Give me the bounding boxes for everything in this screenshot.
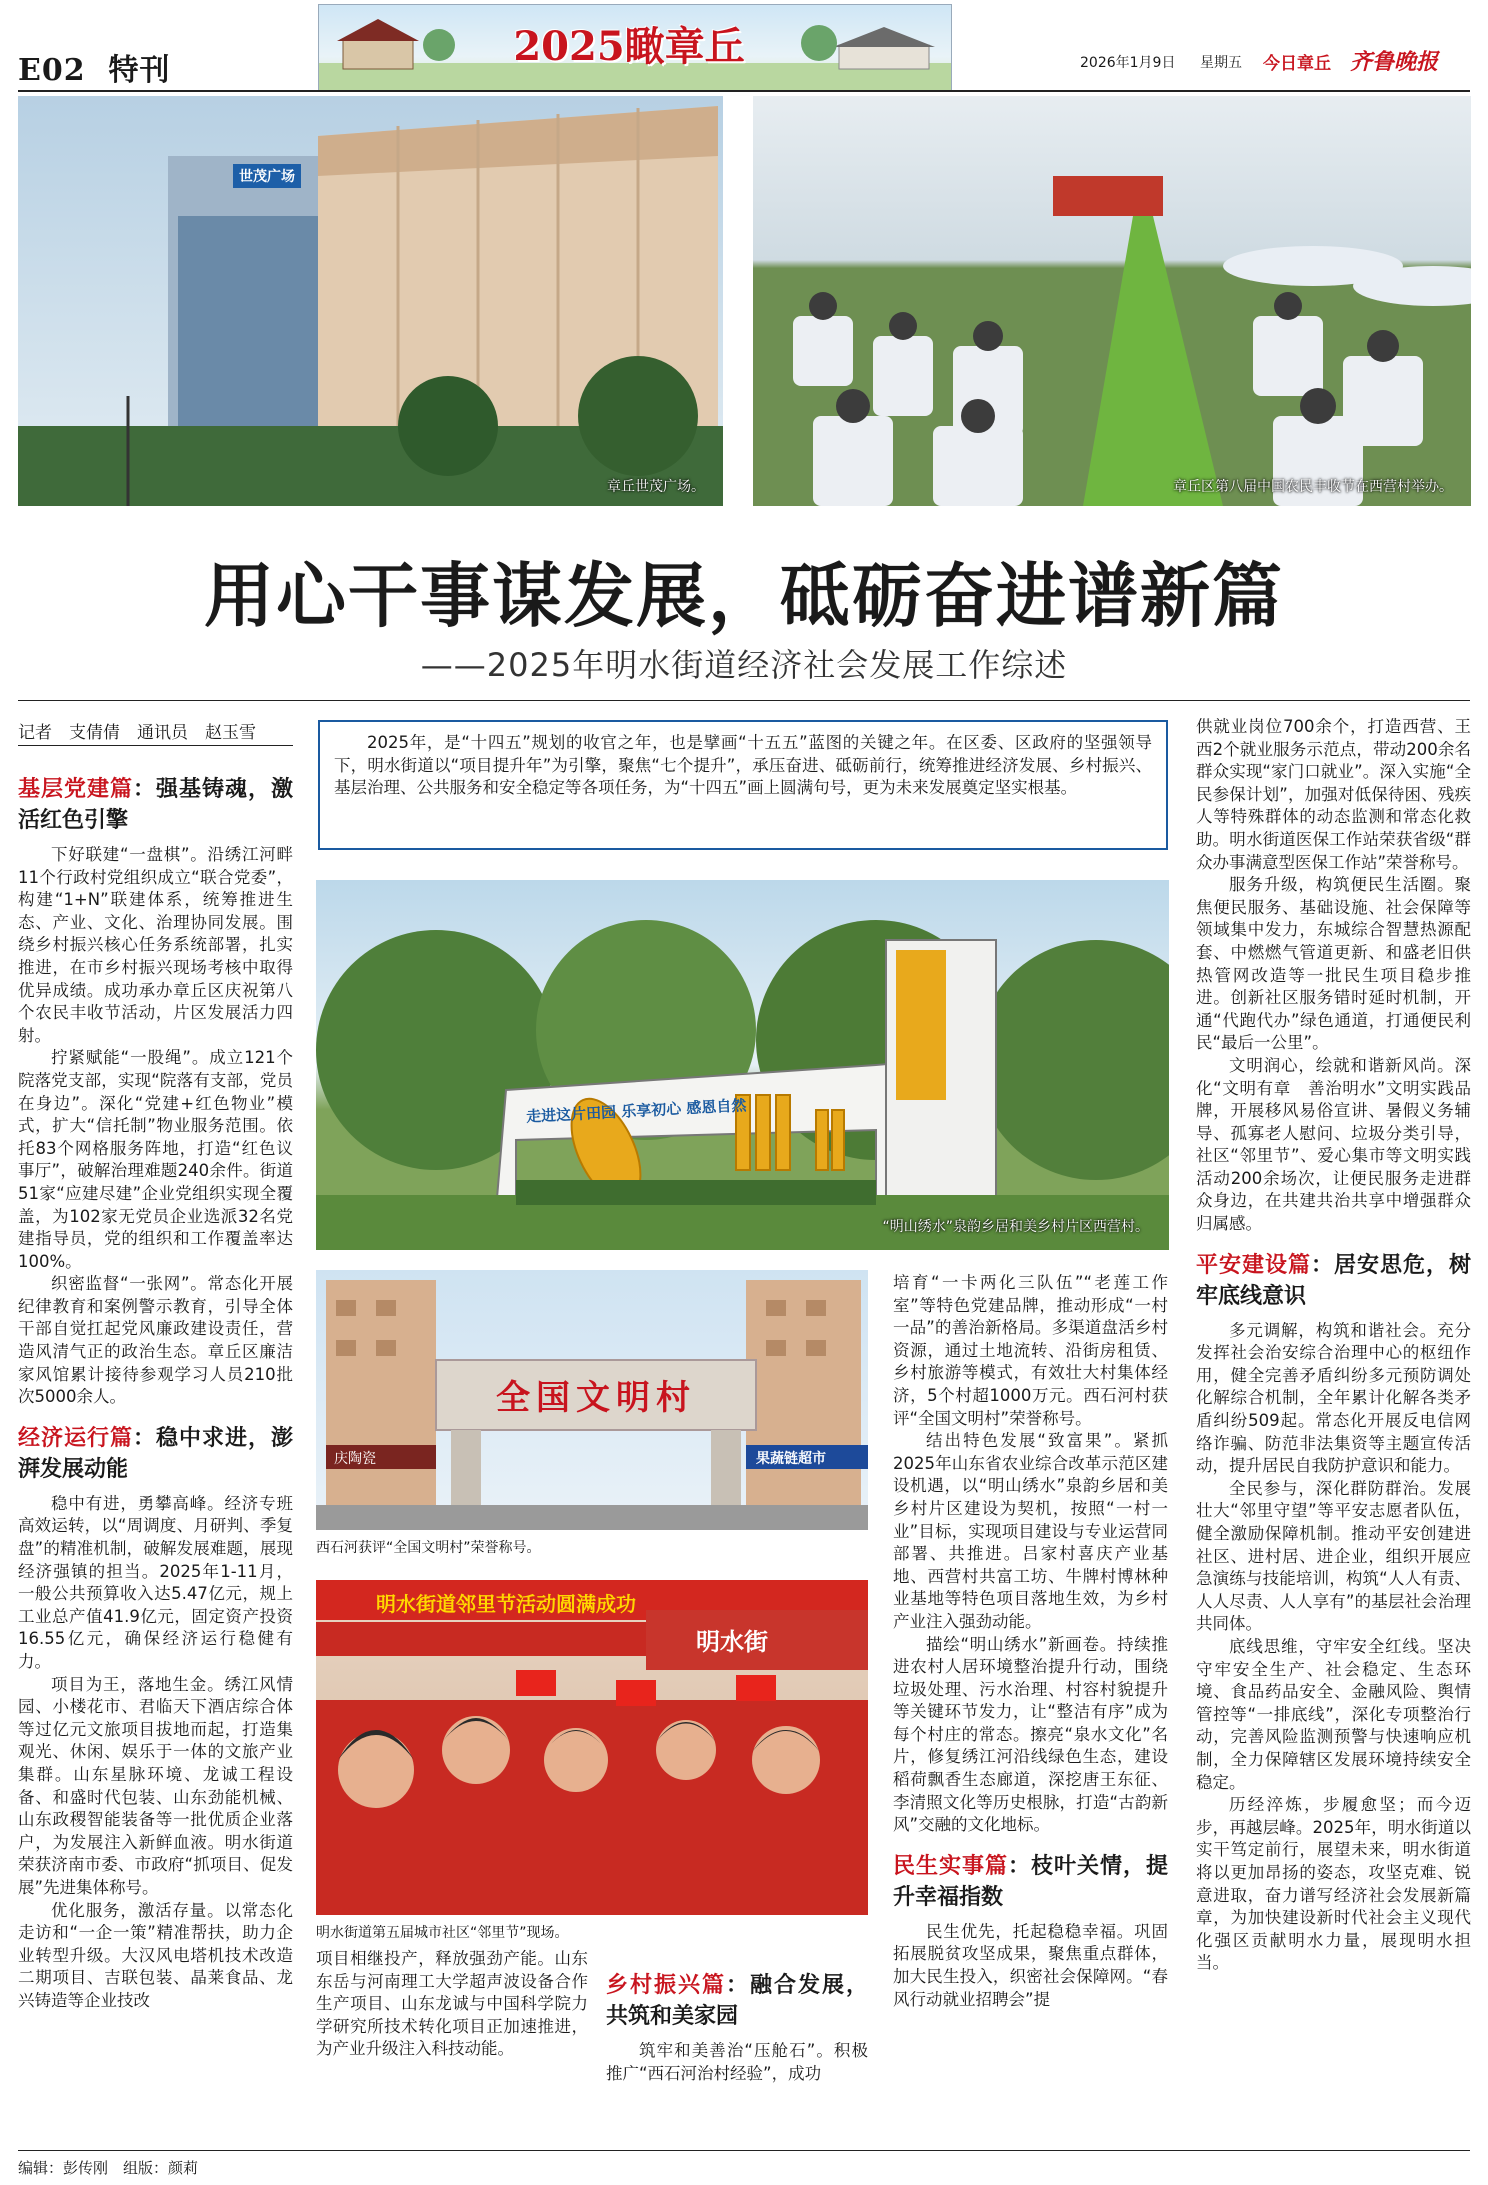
shop-sign-left: 庆陶瓷 xyxy=(334,1451,376,1467)
headline: 用心干事谋发展，砥砺奋进谱新篇 xyxy=(204,554,1284,637)
paragraph: 结出特色发展“致富果”。紧抓2025年山东省农业综合改革示范区建设机遇，以“明山绣水”泉韵乡居和美乡村片区建设为契机，按照“一村一业”目标，实现项目建设与专业运营同部署、共推进。吕家村喜庆产业基地、西营村共富工坊、牛牌村博林种业基地等特色项目落地生效，为乡村产业注入强劲动能。 xyxy=(893,1431,1168,1631)
byline-rule xyxy=(18,745,293,746)
headline-rule xyxy=(18,700,1470,701)
paragraph: 培育“一卡两化三队伍”“老莲工作室”等特色党建品牌，推动形成“一村一品”的善治新格局。多渠道盘活乡村资源，通过土地流转、沿街房租赁、乡村旅游等模式，有效壮大村集体经济，5个村超1000万元。西石河村获评“全国文明村”荣誉称号。 xyxy=(893,1273,1168,1428)
photo4-caption: 西石河获评“全国文明村”荣誉称号。 xyxy=(316,1540,541,1556)
paragraph: 文明润心，绘就和谐新风尚。深化“文明有章 善治明水”文明实践品牌，开展移风易俗宣讲、暑假义务辅导、孤寡老人慰问、垃圾分类引导，社区“邻里节”、爱心集市等文明实践活动200余场次，让便民服务走进群众身边，在共建共治共享中增强群众归属感。 xyxy=(1196,1055,1471,1234)
footer-rule xyxy=(18,2150,1470,2151)
festival-banner: 明水街道邻里节活动圆满成功 xyxy=(376,1592,636,1616)
section-rural: 乡村振兴篇：融合发展，共筑和美家园 xyxy=(606,1973,868,2029)
photo-civilized-village xyxy=(316,1270,868,1530)
paragraph: 项目为王，落地生金。绣江风情园、小楼花市、君临天下酒店综合体等过亿元文旅项目拔地而起，打造集观光、休闲、娱乐于一体的文旅产业集群。山东星脉环境、龙诚工程设备、和盛时代包装、山东劲能机械、山东政稷智能装备等一批优质企业落户，为发展注入新鲜血液。明水街道荣获济南市委、市政府“抓项目、促发展”先进集体称号。 xyxy=(18,1674,293,1897)
section-safety: 平安建设篇：居安思危，树牢底线意识 xyxy=(1196,1252,1471,1309)
banner-title: 2025瞰章丘 xyxy=(513,23,745,70)
plaza-sign: 世茂广场 xyxy=(233,164,301,188)
photo-harvest-festival xyxy=(753,96,1471,506)
gate-sign: 全国文明村 xyxy=(496,1378,696,1418)
photo2-caption: 章丘区第八届中国农民丰收节在西营村举办。 xyxy=(1173,479,1453,495)
column-4 xyxy=(1196,716,1471,2152)
issue-date: 2026年1月9日 xyxy=(1080,55,1176,71)
photo-neighborhood-festival xyxy=(316,1580,868,1915)
issue-weekday: 星期五 xyxy=(1200,55,1242,71)
intro-box xyxy=(318,720,1168,850)
footer-credits: 编辑：彭传刚 组版：颜莉 xyxy=(18,2159,199,2177)
paper-logo: 齐鲁晚报 xyxy=(1350,50,1439,75)
banner xyxy=(318,4,952,92)
intro-text: 2025年，是“十四五”规划的收官之年，也是擘画“十五五”蓝图的关键之年。在区委、区政府的坚强领导下，明水街道以“项目提升年”为引擎，聚焦“七个提升”，承压奋进、砥砺前行，统筹推进经济发展、乡村振兴、基层治理、公共服务和安全稳定等各项任务，为“十四五”画上圆满句号，更为未来发展奠定坚实根基。 xyxy=(334,733,1152,798)
section-economy: 经济运行篇：稳中求进，澎湃发展动能 xyxy=(18,1425,293,1482)
paragraph: 稳中有进，勇攀高峰。经济专班高效运转，以“周调度、月研判、季复盘”的精准机制，破解发展难题，展现经济强镇的担当。2025年1-11月，一般公共预算收入达5.47亿元，规上工业总产值41.9亿元，固定资产投资16.55亿元，确保经济运行稳健有力。 xyxy=(18,1493,293,1671)
column-3 xyxy=(893,1272,1168,2152)
paragraph: 筑牢和美善治“压舱石”。积极推广“西石河治村经验”，成功 xyxy=(606,2041,868,2083)
paragraph: 下好联建“一盘棋”。沿绣江河畔11个行政村党组织成立“联合党委”，构建“1+N”联建体系，统筹推进生态、产业、文化、治理协同发展。围绕乡村振兴核心任务系统部署，扎实推进，在市乡村振兴现场考核中取得优异成绩。成功承办章丘区庆祝第八个农民丰收节活动，片区发展活力四射。 xyxy=(18,845,293,1045)
photo3-caption: “明山绣水”泉韵乡居和美乡村片区西营村。 xyxy=(882,1219,1149,1235)
shop-sign-right: 果蔬链超市 xyxy=(756,1451,826,1467)
photo1-caption: 章丘世茂广场。 xyxy=(607,479,705,495)
byline: 记者 支倩倩 通讯员 赵玉雪 xyxy=(18,723,256,743)
paragraph: 多元调解，构筑和谐社会。充分发挥社会治安综合治理中心的枢纽作用，健全完善矛盾纠纷多元预防调处化解综合机制，全年累计化解各类矛盾纠纷509起。常态化开展反电信网络诈骗、防范非法集资等主题宣传活动，提升居民自我防护意识和能力。 xyxy=(1196,1320,1471,1476)
page-code: E02 特刊 xyxy=(18,53,171,88)
paragraph: 拧紧赋能“一股绳”。成立121个院落党支部，实现“院落有支部，党员在身边”。深化“党建+红色物业”模式，扩大“信托制”物业服务范围。依托83个网格服务阵地，打造“红色议事厅”，破解治理难题240余件。街道51家“应建尽建”企业党组织实现全覆盖，为102家无党员企业选派32名党建指导员，党的组织和工作覆盖率达100%。 xyxy=(18,1048,293,1271)
paragraph: 描绘“明山绣水”新画卷。持续推进农村人居环境整治提升行动，围绕垃圾处理、污水治理、村容村貌提升等关键环节发力，让“整洁有序”成为每个村庄的常态。擦亮“泉水文化”名片，修复绣江河沿线绿色生态，建设稻荷飘香生态廊道，深挖唐王东征、李清照文化等历史根脉，打造“古韵新风”交融的文化地标。 xyxy=(893,1634,1168,1835)
paragraph: 民生优先，托起稳稳幸福。巩固拓展脱贫攻坚成果，聚焦重点群体，加大民生投入，织密社会保障网。“春风行动就业招聘会”提 xyxy=(893,1921,1168,2009)
subheadline: ——2025年明水街道经济社会发展工作综述 xyxy=(420,646,1068,684)
column-2b xyxy=(606,1970,868,2150)
paragraph: 织密监督“一张网”。常态化开展纪律教育和案例警示教育，引导全体干部自觉扛起党风廉政建设责任，营造风清气正的政治生态。章丘区廉洁家风馆累计接待参观学习人员210批次5000余人。 xyxy=(18,1274,293,1407)
paragraph: 服务升级，构筑便民生活圈。聚焦便民服务、基础设施、社会保障等领域集中发力，东城综合智慧热源配套、中燃燃气管道更新、和盛老旧供热管网改造等一批民生项目稳步推进。创新社区服务错时延时机制，开通“代跑代办”绿色通道，打通便民利民“最后一公里”。 xyxy=(1196,875,1471,1053)
paragraph: 供就业岗位700余个，打造西营、王西2个就业服务示范点，带动200余名群众实现“家门口就业”。深入实施“全民参保计划”，加强对低保待困、残疾人等特殊群体的动态监测和常态化救助。明水街道医保工作站荣获省级“群众办事满意型医保工作站”荣誉称号。 xyxy=(1196,717,1471,872)
paragraph: 优化服务，激活存量。以常态化走访和“一企一策”精准帮扶，助力企业转型升级。大汉风电塔机技术改造二期项目、吉联包装、晶莱食品、龙兴铸造等企业技改 xyxy=(18,1900,293,2010)
section-party-building: 基层党建篇：强基铸魂，激活红色引擎 xyxy=(18,777,293,833)
paragraph: 项目相继投产，释放强劲产能。山东东岳与河南理工大学超声波设备合作生产项目、山东龙诚与中国科学院力学研究所技术转化项目正加速推进，为产业升级注入科技动能。 xyxy=(316,1949,588,2059)
paragraph: 历经淬炼，步履愈坚；而今迈步，再越层峰。2025年，明水街道以实干笃定前行，展望未来，明水街道将以更加昂扬的姿态，攻坚克难、锐意进取，奋力谱写经济社会发展新篇章，为加快建设新时代社会主义现代化强区贡献明水力量，展现明水担当。 xyxy=(1196,1795,1471,1973)
photo-shimao-plaza xyxy=(18,96,723,506)
paragraph: 底线思维，守牢安全红线。坚决守牢安全生产、社会稳定、生态环境、食品药品安全、金融风险、舆情管控等“一排底线”，深化专项整治行动，完善风险监测预警与快速响应机制，全力保障辖区发展环境持续安全稳定。 xyxy=(1196,1636,1471,1792)
header-rule xyxy=(18,90,1470,92)
section-livelihood: 民生实事篇：枝叶关情，提升幸福指数 xyxy=(893,1853,1168,1910)
edition-name: 今日章丘 xyxy=(1263,54,1331,74)
festival-banner-2: 明水街 xyxy=(696,1628,768,1656)
column-2 xyxy=(316,1948,588,2148)
photo5-caption: 明水街道第五届城市社区“邻里节”现场。 xyxy=(316,1925,569,1941)
column-1 xyxy=(18,760,293,2155)
paragraph: 全民参与，深化群防群治。发展壮大“邻里守望”等平安志愿者队伍，健全激励保障机制。推动平安创建进社区、进村居、进企业，组织开展应急演练与技能培训，构筑“人人有责、人人尽责、人人享有”的基层社会治理共同体。 xyxy=(1196,1478,1471,1634)
village-sign-text: 走进这片田园 乐享初心 感恩自然 xyxy=(525,1096,747,1126)
photo-xiying-village xyxy=(316,880,1169,1250)
